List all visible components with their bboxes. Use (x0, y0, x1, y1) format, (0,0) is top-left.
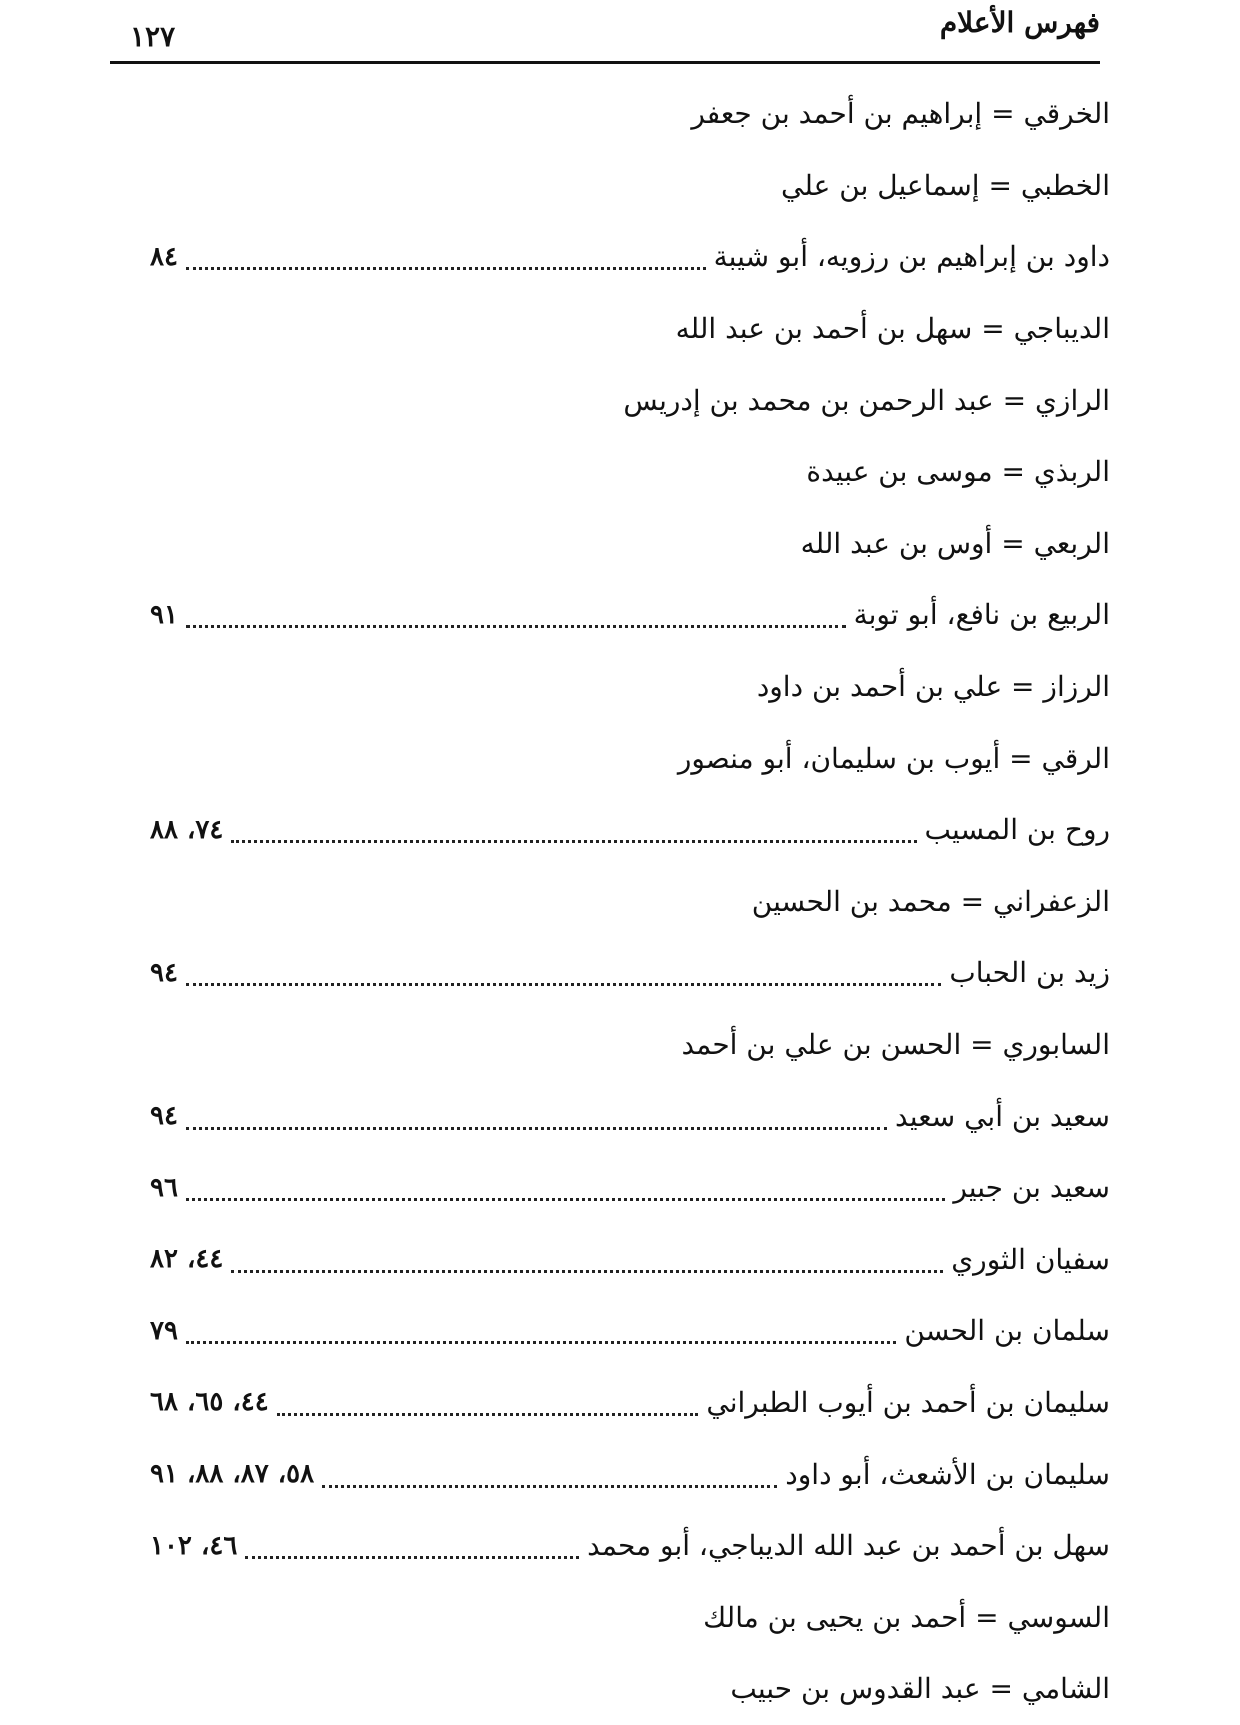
index-entry (150, 1224, 1110, 1296)
entry-name: الرزاز = علي بن أحمد بن داود (756, 670, 1110, 704)
entry-pages: ٧٤، ٨٨ (150, 814, 224, 845)
dot-leader (186, 267, 706, 270)
entry-pages: ٩١ (150, 599, 178, 630)
index-entry (150, 78, 1110, 150)
entry-name: داود بن إبراهيم بن رزويه، أبو شيبة (713, 240, 1110, 274)
entry-name: روح بن المسيب (924, 813, 1110, 847)
index-entry (150, 1653, 1110, 1725)
entry-pages: ٤٤، ٦٥، ٦٨ (150, 1387, 269, 1418)
header-rule (110, 61, 1100, 64)
entry-name: السوسي = أحمد بن يحيى بن مالك (703, 1600, 1110, 1634)
index-entry (150, 579, 1110, 651)
index-entry (150, 508, 1110, 580)
dot-leader (231, 840, 916, 843)
index-entry (150, 651, 1110, 723)
entry-name: سعيد بن جبير (953, 1171, 1110, 1205)
entry-name: الخرقي = إبراهيم بن أحمد بن جعفر (691, 97, 1110, 131)
entry-name: الربذي = موسى بن عبيدة (806, 455, 1110, 489)
entry-name: السابوري = الحسن بن علي بن أحمد (681, 1028, 1110, 1062)
dot-leader (322, 1485, 777, 1488)
index-entry (150, 722, 1110, 794)
entry-name: سعيد بن أبي سعيد (895, 1099, 1110, 1133)
dot-leader (186, 625, 846, 628)
entry-name: سلمان بن الحسن (904, 1314, 1110, 1348)
entry-pages: ٩٦ (150, 1172, 178, 1203)
index-entry (150, 221, 1110, 293)
entry-pages: ٤٤، ٨٢ (150, 1244, 224, 1275)
index-entry (150, 866, 1110, 938)
entry-name: الزعفراني = محمد بن الحسين (751, 884, 1110, 918)
entry-name: سفيان الثوري (951, 1242, 1110, 1276)
index-entry (150, 150, 1110, 222)
entry-pages: ٧٩ (150, 1315, 178, 1346)
entry-name: الخطبي = إسماعيل بن علي (781, 168, 1110, 202)
entry-name: الرقي = أيوب بن سليمان، أبو منصور (677, 741, 1110, 775)
entry-pages: ٤٦، ١٠٢ (150, 1530, 238, 1561)
entry-pages: ٩٤ (150, 957, 178, 988)
index-entry (150, 1581, 1110, 1653)
index-entry (150, 1009, 1110, 1081)
dot-leader (186, 1198, 945, 1201)
index-entry (150, 436, 1110, 508)
entry-name: الربيع بن نافع، أبو توبة (853, 598, 1110, 632)
entry-name: الربعي = أوس بن عبد الله (800, 526, 1110, 560)
entry-name: الديباجي = سهل بن أحمد بن عبد الله (675, 312, 1110, 346)
entry-name: الشامي = عبد القدوس بن حبيب (730, 1672, 1110, 1706)
index-entry (150, 1510, 1110, 1582)
index-entry (150, 1367, 1110, 1439)
index-entry (150, 937, 1110, 1009)
section-title: فهرس الأعلام (939, 6, 1100, 39)
dot-leader (245, 1556, 579, 1559)
index-entry (150, 794, 1110, 866)
dot-leader (186, 1341, 896, 1344)
entry-name: سليمان بن أحمد بن أيوب الطبراني (706, 1385, 1110, 1419)
index-entry (150, 364, 1110, 436)
entry-name: سهل بن أحمد بن عبد الله الديباجي، أبو محمد (587, 1529, 1110, 1563)
index-entry (150, 1295, 1110, 1367)
index-entries (150, 78, 1110, 1725)
entry-name: الرازي = عبد الرحمن بن محمد بن إدريس (623, 383, 1110, 417)
index-entry (150, 293, 1110, 365)
entry-name: سليمان بن الأشعث، أبو داود (785, 1457, 1110, 1491)
index-entry (150, 1080, 1110, 1152)
entry-pages: ٥٨، ٨٧، ٨٨، ٩١ (150, 1459, 315, 1490)
dot-leader (186, 1127, 887, 1130)
dot-leader (231, 1270, 943, 1273)
page-header (110, 2, 1100, 64)
dot-leader (186, 983, 941, 986)
page-number: ١٢٧ (130, 20, 176, 53)
entry-pages: ٩٤ (150, 1101, 178, 1132)
dot-leader (277, 1413, 699, 1416)
index-entry (150, 1152, 1110, 1224)
entry-name: زيد بن الحباب (949, 956, 1110, 990)
index-entry (150, 1438, 1110, 1510)
entry-pages: ٨٤ (150, 241, 178, 272)
